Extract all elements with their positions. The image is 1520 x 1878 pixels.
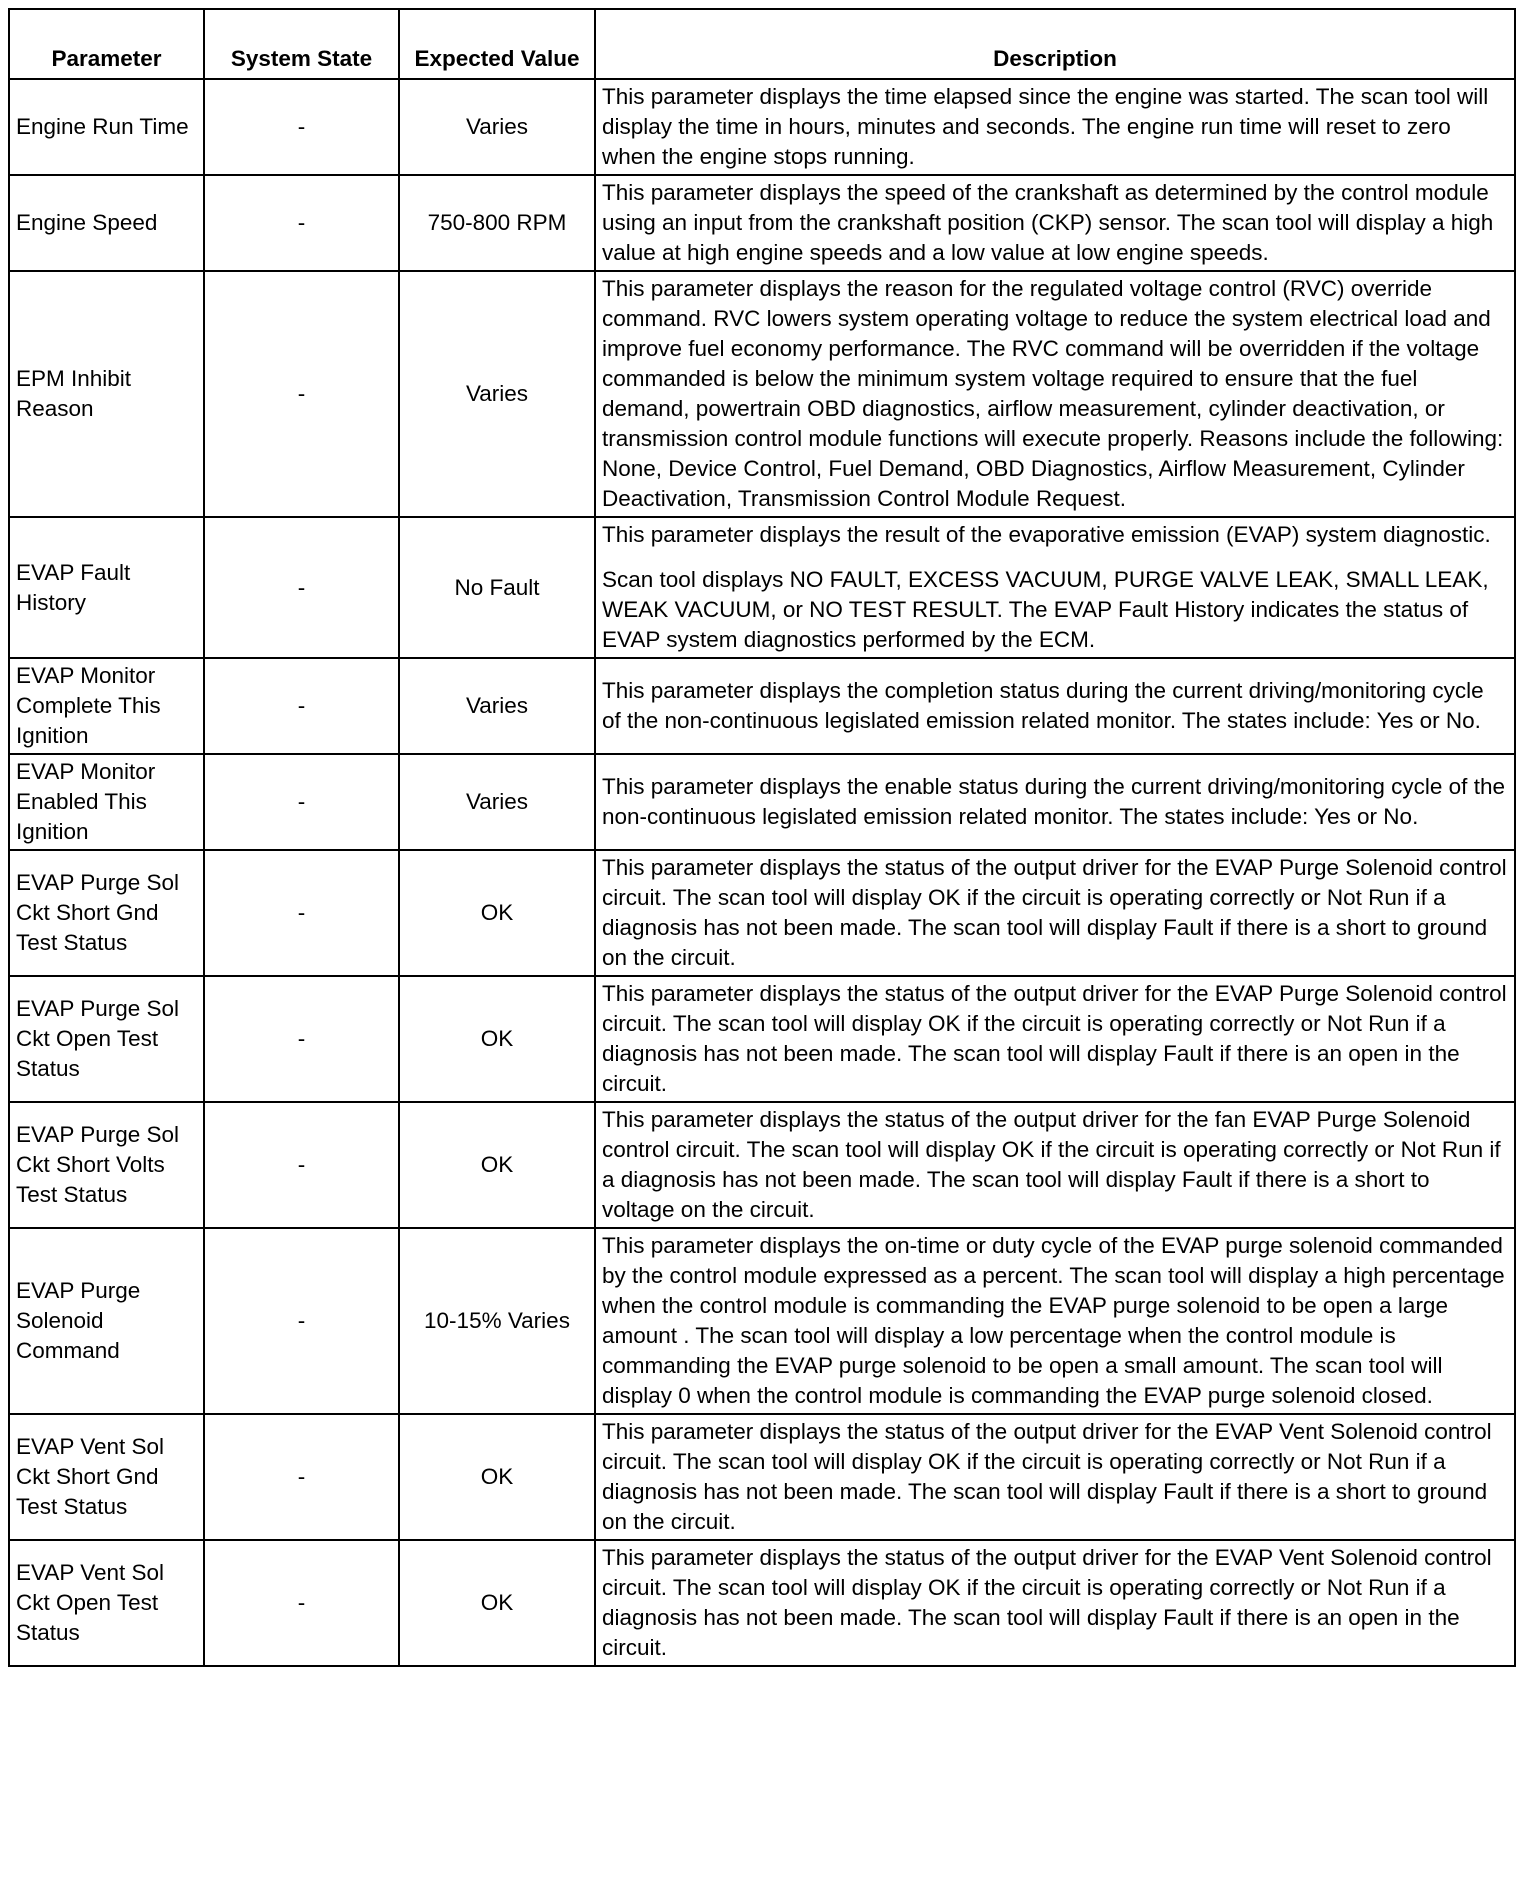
expected-value-cell: OK [399,850,595,976]
system-state-cell: - [204,976,399,1102]
table-body [9,79,1515,1666]
expected-value-cell: Varies [399,79,595,175]
table-row [9,658,1515,754]
table-row [9,271,1515,517]
table-row [9,976,1515,1102]
table-row [9,1228,1515,1414]
description-paragraph: This parameter displays the status of the output driver for the EVAP Vent Solenoid control circuit. The scan tool will display OK if the circuit is operating correctly or Not Run if a diagnosis has not been made. The scan tool will display Fault if there is a short to ground on the circuit. [602,1419,1492,1534]
description-paragraph: This parameter displays the completion status during the current driving/monitoring cycle of the non-continuous legislated emission related monitor. The states include: Yes or No. [602,678,1484,733]
parameter-cell: EVAP Vent Sol Ckt Short Gnd Test Status [9,1414,204,1540]
parameter-cell: EVAP Monitor Enabled This Ignition [9,754,204,850]
table-row [9,79,1515,175]
system-state-cell: - [204,1102,399,1228]
header-system-state: System State [204,9,399,79]
system-state-cell: - [204,658,399,754]
system-state-cell: - [204,1540,399,1666]
expected-value-cell: OK [399,1102,595,1228]
expected-value-cell: OK [399,976,595,1102]
table-row [9,1414,1515,1540]
description-cell [595,1540,1515,1666]
description-paragraph: This parameter displays the reason for the regulated voltage control (RVC) override command. RVC lowers system operating voltage to reduce the system electrical load and improve fuel economy performance. The RVC command will be overridden if the voltage commanded is below the minimum system voltage required to ensure that the fuel demand, powertrain OBD diagnostics, airflow measurement, cylinder deactivation, or transmission control module functions will execute properly. Reasons include the following: None, Device Control, Fuel Demand, OBD Diagnostics, Airflow Measurement, Cylinder Deactivation, Transmission Control Module Request. [602,276,1504,511]
description-cell [595,1228,1515,1414]
table-row [9,517,1515,658]
expected-value-cell: OK [399,1540,595,1666]
parameter-cell: EVAP Monitor Complete This Ignition [9,658,204,754]
description-cell [595,658,1515,754]
parameter-table [8,8,1516,1667]
description-paragraph: This parameter displays the enable status during the current driving/monitoring cycle of the non-continuous legislated emission related monitor. The states include: Yes or No. [602,774,1505,829]
parameter-cell: EVAP Fault History [9,517,204,658]
description-cell [595,976,1515,1102]
expected-value-cell: Varies [399,271,595,517]
parameter-cell: Engine Speed [9,175,204,271]
parameter-cell: EVAP Purge Sol Ckt Short Gnd Test Status [9,850,204,976]
description-paragraph: This parameter displays the status of the output driver for the fan EVAP Purge Solenoid control circuit. The scan tool will display OK if the circuit is operating correctly or Not Run if a diagnosis has not been made. The scan tool will display Fault if there is a short to voltage on the circuit. [602,1107,1501,1222]
parameter-cell: EVAP Purge Solenoid Command [9,1228,204,1414]
description-cell [595,271,1515,517]
description-paragraph: This parameter displays the result of the evaporative emission (EVAP) system diagnostic. [602,522,1491,547]
description-paragraph: Scan tool displays NO FAULT, EXCESS VACUUM, PURGE VALVE LEAK, SMALL LEAK, WEAK VACUUM, or NO TEST RESULT. The EVAP Fault History indicates the status of EVAP system diagnostics performed by the ECM. [602,567,1489,652]
description-paragraph: This parameter displays the status of the output driver for the EVAP Purge Solenoid control circuit. The scan tool will display OK if the circuit is operating correctly or Not Run if a diagnosis has not been made. The scan tool will display Fault if there is an open in the circuit. [602,981,1507,1096]
description-cell [595,79,1515,175]
header-expected-value: Expected Value [399,9,595,79]
expected-value-cell: 10-15% Varies [399,1228,595,1414]
system-state-cell: - [204,1414,399,1540]
system-state-cell: - [204,517,399,658]
description-cell [595,517,1515,658]
table-row [9,175,1515,271]
table-row [9,1540,1515,1666]
system-state-cell: - [204,1228,399,1414]
expected-value-cell: No Fault [399,517,595,658]
table-row [9,850,1515,976]
system-state-cell: - [204,175,399,271]
description-cell [595,1414,1515,1540]
description-paragraph: This parameter displays the time elapsed since the engine was started. The scan tool will display the time in hours, minutes and seconds. The engine run time will reset to zero when the engine stops running. [602,84,1489,169]
table-header [9,9,1515,79]
system-state-cell: - [204,271,399,517]
header-description: Description [595,9,1515,79]
description-cell [595,850,1515,976]
system-state-cell: - [204,754,399,850]
expected-value-cell: Varies [399,754,595,850]
system-state-cell: - [204,850,399,976]
parameter-cell: EVAP Purge Sol Ckt Short Volts Test Status [9,1102,204,1228]
header-row [9,9,1515,79]
system-state-cell: - [204,79,399,175]
parameter-cell: EPM Inhibit Reason [9,271,204,517]
table-row [9,1102,1515,1228]
header-parameter: Parameter [9,9,204,79]
parameter-cell: EVAP Purge Sol Ckt Open Test Status [9,976,204,1102]
table-row [9,754,1515,850]
description-paragraph: This parameter displays the status of the output driver for the EVAP Purge Solenoid control circuit. The scan tool will display OK if the circuit is operating correctly or Not Run if a diagnosis has not been made. The scan tool will display Fault if there is a short to ground on the circuit. [602,855,1507,970]
description-paragraph: This parameter displays the on-time or duty cycle of the EVAP purge solenoid commanded by the control module expressed as a percent. The scan tool will display a high percentage when the control module is commanding the EVAP purge solenoid to be open a large amount . The scan tool will display a low percentage when the control module is commanding the EVAP purge solenoid to be open a small amount. The scan tool will display 0 when the control module is commanding the EVAP purge solenoid closed. [602,1233,1505,1408]
description-paragraph: This parameter displays the speed of the crankshaft as determined by the control module using an input from the crankshaft position (CKP) sensor. The scan tool will display a high value at high engine speeds and a low value at low engine speeds. [602,180,1494,265]
expected-value-cell: 750-800 RPM [399,175,595,271]
parameter-cell: Engine Run Time [9,79,204,175]
description-cell [595,175,1515,271]
parameter-cell: EVAP Vent Sol Ckt Open Test Status [9,1540,204,1666]
description-paragraph: This parameter displays the status of the output driver for the EVAP Vent Solenoid control circuit. The scan tool will display OK if the circuit is operating correctly or Not Run if a diagnosis has not been made. The scan tool will display Fault if there is an open in the circuit. [602,1545,1492,1660]
expected-value-cell: Varies [399,658,595,754]
expected-value-cell: OK [399,1414,595,1540]
description-cell [595,754,1515,850]
description-cell [595,1102,1515,1228]
